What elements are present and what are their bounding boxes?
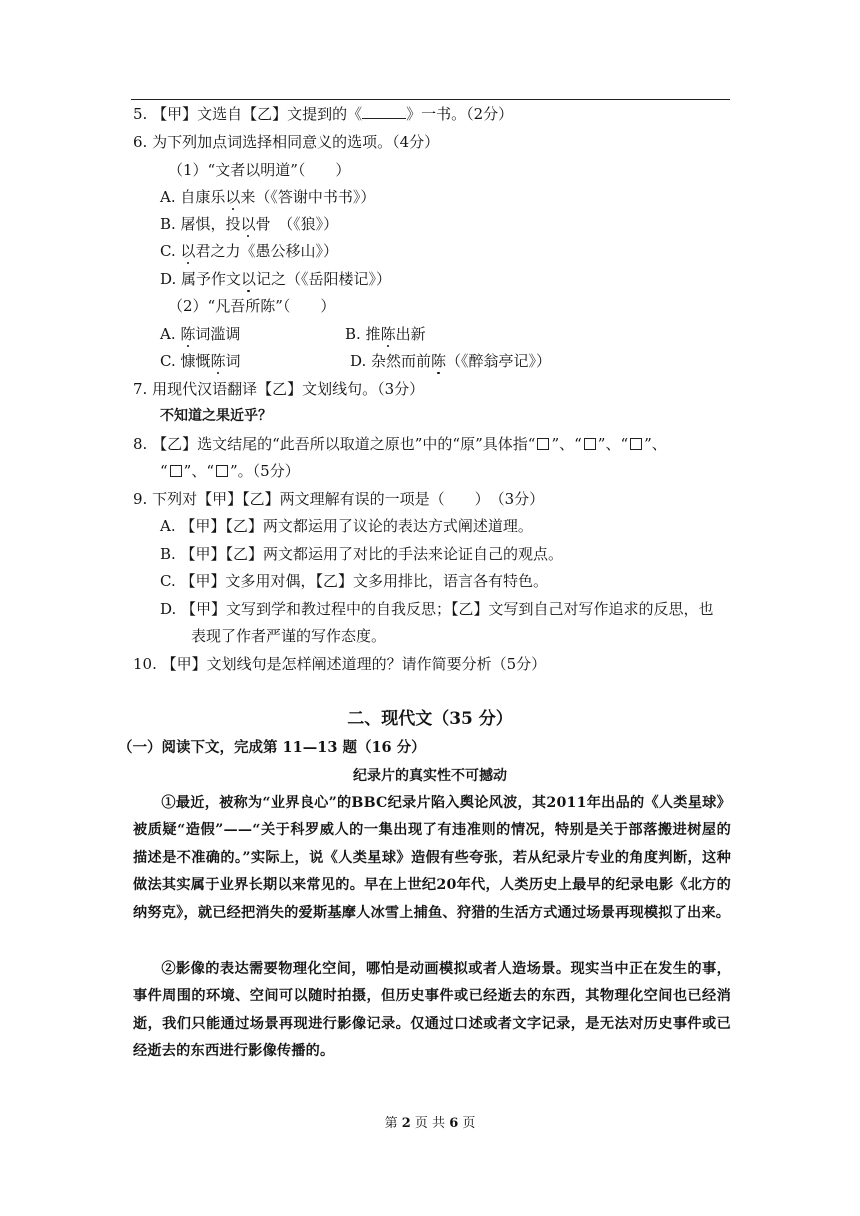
blank-box: [584, 438, 596, 450]
page-footer: 第 2 页 共 6 页: [384, 1116, 476, 1131]
option-6-1-a: A. 自康乐以来（《答谢中书书》）: [160, 188, 376, 206]
page-number: 2: [401, 1116, 411, 1131]
question-9: 9. 下列对【甲】【乙】两文理解有误的一项是（ ） （3分）: [133, 490, 545, 508]
question-7: 7. 用现代汉语翻译【乙】文划线句。（3分）: [133, 380, 425, 398]
section-title: 二、现代文（35 分）: [347, 709, 513, 729]
dotted-word: 以: [180, 242, 196, 260]
quoted-sentence: 不知道之果近乎？: [160, 408, 272, 424]
question-6: 6. 为下列加点词选择相同意义的选项。（4分）: [133, 133, 440, 151]
dotted-word: 陈: [210, 352, 226, 370]
dotted-word: 以: [241, 270, 257, 288]
question-6-part-1: （1）“文者以明道”（ ）: [168, 161, 351, 179]
article-paragraph-1: ①最近，被称为“业界良心”的BBC纪录片陷入舆论风波，其2011年出品的《人类星球》被质疑“造假”——“关于科罗威人的一集出现了有违准则的情况，特别是关于部落搬进树屋的描述是不准确的。”实际上，说《人类星球》造假有些夸张，若从纪录片专业的角度判断，这种做法其实属于业界长期以来常见的。早在上世纪20年代，人类历史上最早的纪录电影《北方的纳努克》，就已经把消失的爱斯基摩人冰雪上捕鱼、狩猎的生活方式通过场景再现模拟了出来。: [133, 795, 731, 921]
option-6-1-b: B. 屠惧，投以骨 （《狼》）: [160, 215, 339, 233]
option-9-c: C. 【甲】文多用对偶，【乙】文多用排比，语言各有特色。: [160, 572, 548, 590]
question-10: 10. 【甲】文划线句是怎样阐述道理的？请作简要分析（5分）: [133, 655, 547, 673]
dotted-word: 陈: [431, 352, 447, 370]
option-6-2-d: D. 杂然而前陈（《醉翁亭记》）: [350, 352, 552, 370]
option-9-b: B. 【甲】【乙】两文都运用了对比的手法来论证自己的观点。: [160, 545, 564, 563]
dotted-word: 陈: [380, 325, 396, 343]
dotted-word: 以: [240, 215, 256, 233]
option-6-2-b: B. 推陈出新: [345, 325, 426, 343]
blank-box: [170, 465, 182, 477]
option-9-a: A. 【甲】【乙】两文都运用了议论的表达方式阐述道理。: [160, 517, 533, 535]
question-8: 8. 【乙】选文结尾的“此吾所以取道之原也”中的“原”具体指“ ”、“ ”、“ ”、: [133, 435, 667, 453]
answer-blank: [362, 104, 406, 119]
part-heading: （一）阅读下文，完成第 11—13 题（16 分）: [118, 739, 426, 756]
blank-box: [216, 465, 228, 477]
question-6-part-2: （2）“凡吾所陈”（ ）: [168, 297, 336, 315]
dotted-word: 以: [225, 188, 241, 206]
dotted-word: 陈: [180, 325, 196, 343]
option-6-2-a: A. 陈词滥调: [160, 325, 241, 343]
option-6-1-d: D. 属予作文以记之（《岳阳楼记》）: [160, 270, 392, 288]
question-5: 5. 【甲】文选自【乙】文提到的《 》一书。（2分）: [133, 105, 514, 123]
blank-box: [537, 438, 549, 450]
option-9-d: D. 【甲】文写到学和教过程中的自我反思；【乙】文写到自己对写作追求的反思，也: [160, 600, 714, 618]
article-paragraph-2: ②影像的表达需要物理化空间，哪怕是动画模拟或者人造场景。现实当中正在发生的事，事件周围的环境、空间可以随时拍摄，但历史事件或已经逝去的东西，其物理化空间也已经消逝，我们只能通过场景再现进行影像记录。仅通过口述或者文字记录，是无法对历史事件或已经逝去的东西进行影像传播的。: [133, 961, 731, 1060]
option-6-1-c: C. 以君之力《愚公移山》）: [160, 242, 339, 260]
question-8-line-2: “ ”、“ ”。（5分）: [160, 462, 300, 480]
blank-box: [630, 438, 642, 450]
page-total: 6: [449, 1116, 459, 1131]
option-6-2-c: C. 慷慨陈词: [160, 352, 241, 370]
header-rule: [131, 99, 730, 100]
option-9-d-cont: 表现了作者严谨的写作态度。: [191, 627, 387, 645]
article-title: 纪录片的真实性不可撼动: [353, 768, 507, 784]
